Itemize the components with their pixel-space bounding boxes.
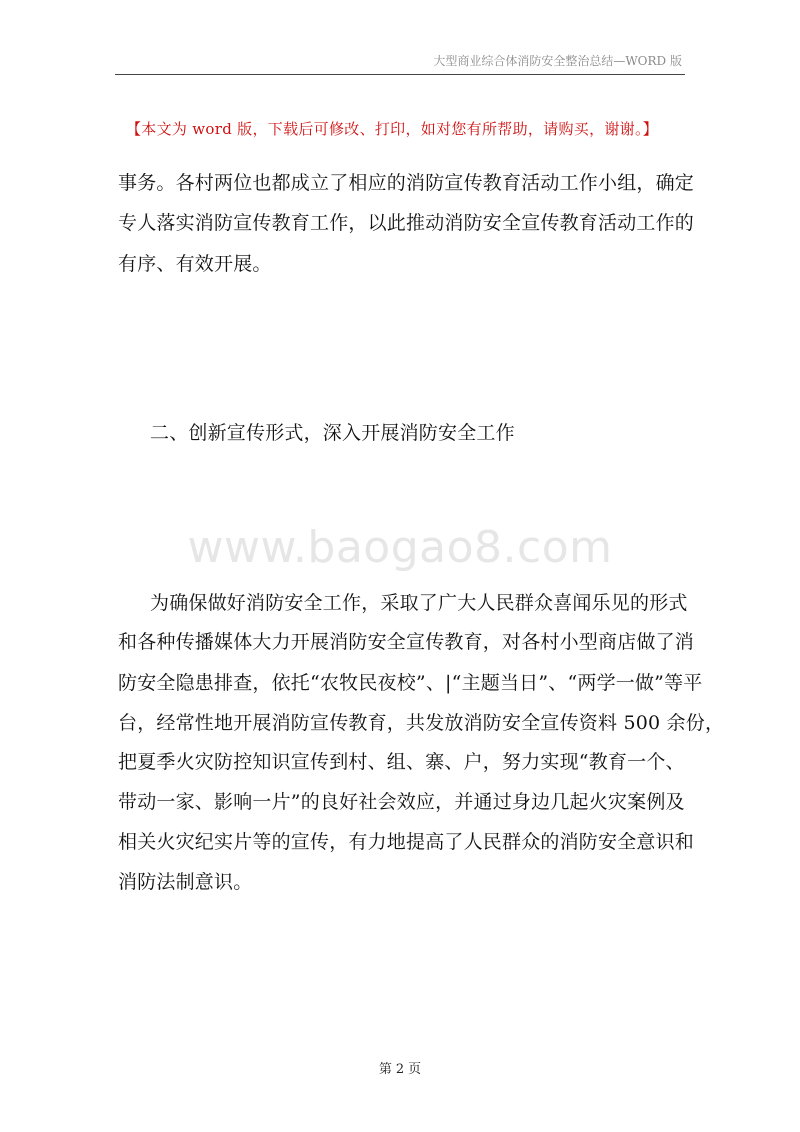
body-line: 带动一家、影响一片”的良好社会效应，并通过身边几起火灾案例及 xyxy=(118,791,685,813)
watermark: www.baogao8.com xyxy=(187,522,613,573)
section-heading: 二、创新宣传形式，深入开展消防安全工作 xyxy=(150,422,515,444)
page-label-prefix: 第 xyxy=(378,1062,392,1077)
page-number: 2 xyxy=(395,1062,405,1077)
body-line: 防安全隐患排查，依托“农牧民夜校”、|“主题当日”、“两学一做”等平 xyxy=(118,672,703,694)
body-line: 为确保做好消防安全工作，采取了广大人民群众喜闻乐见的形式 xyxy=(150,592,688,614)
body-line: 相关火灾纪实片等的宣传，有力地提高了人民群众的消防安全意识和 xyxy=(118,831,695,853)
body-line: 台，经常性地开展消防宣传教育，共发放消防安全宣传资料 500 余份， xyxy=(118,712,725,734)
body-line: 把夏季火灾防控知识宣传到村、组、寨、户，努力实现“教育一个、 xyxy=(118,751,685,773)
body-line: 消防法制意识。 xyxy=(118,871,253,893)
body-line: 和各种传播媒体大力开展消防安全宣传教育，对各村小型商店做了消 xyxy=(118,631,695,653)
running-header-title: 大型商业综合体消防安全整治总结—WORD 版 xyxy=(433,54,682,68)
download-notice: 【本文为 word 版，下载后可修改、打印，如对您有所帮助，请购买，谢谢。】 xyxy=(126,120,659,138)
header-divider xyxy=(115,74,685,75)
page-footer xyxy=(0,1058,800,1077)
page-label-suffix: 页 xyxy=(408,1062,422,1077)
body-line: 专人落实消防宣传教育工作，以此推动消防安全宣传教育活动工作的 xyxy=(118,212,695,234)
body-line: 有序、有效开展。 xyxy=(118,253,272,275)
body-line: 事务。各村两位也都成立了相应的消防宣传教育活动工作小组，确定 xyxy=(118,172,695,194)
